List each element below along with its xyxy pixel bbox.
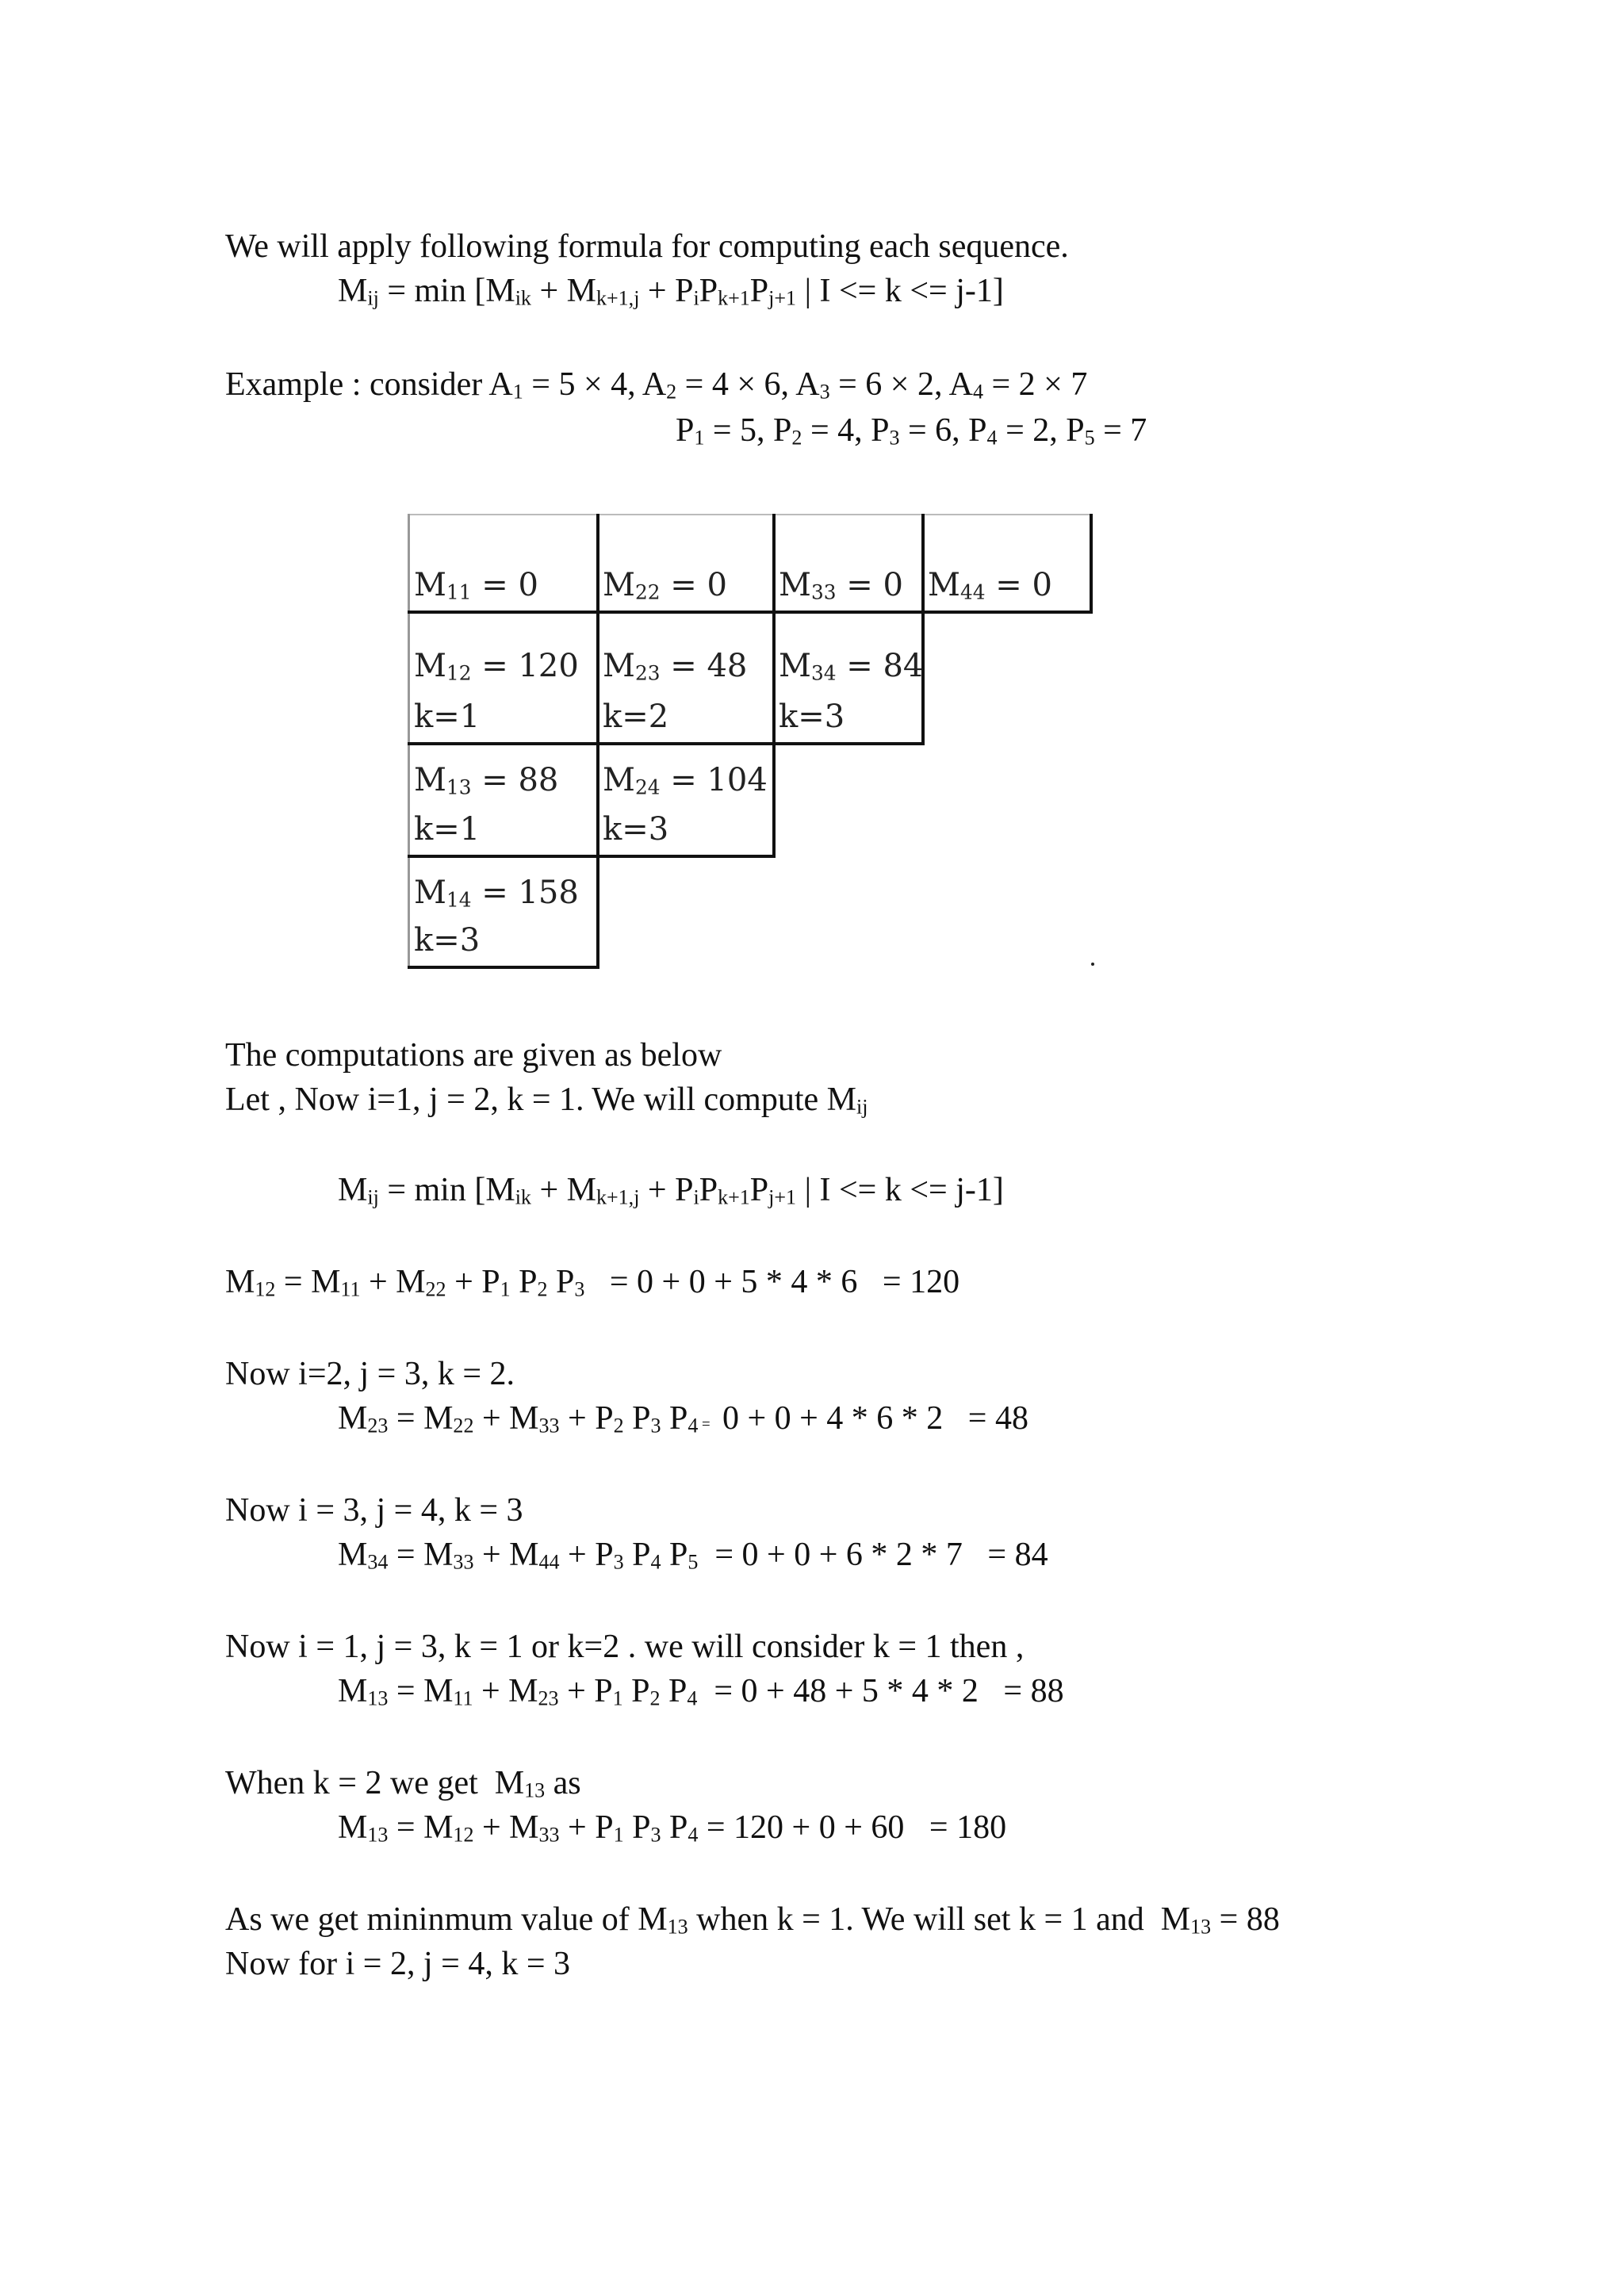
cell-m14-k: k=3 [414, 922, 481, 959]
cell-m12: $M_{12} = 120$ [414, 648, 579, 685]
cell-m23-k: k=2 [603, 699, 669, 735]
now-i2-text: Now i=2, j = 3, k = 2. [225, 1356, 515, 1392]
as-we-get-text: As we get mininmum value of $M_{13}$ when k = 1. We will set k = 1 and $M_{13} = 88$ [225, 1901, 1280, 1939]
table-left-border [408, 514, 410, 967]
table-hline-3 [408, 855, 776, 858]
table-vline-1 [596, 514, 599, 967]
table-hline-1 [408, 611, 1093, 614]
cell-m11: $M_{11} = 0$ [414, 567, 538, 604]
now-i1-j3-text: Now i = 1, j = 3, k = 1 or k=2 . we will consider k = 1 then , [225, 1629, 1025, 1665]
cell-m34-k: k=3 [779, 699, 845, 735]
m13-computation: $M_{13} = M_{11} + M_{23} + P_1$ $P_2$ $P_4 = 0 + 48 + 5 * 4 * 2 = 88$ [338, 1673, 1064, 1710]
cell-m22: $M_{22} = 0$ [603, 567, 727, 604]
m23-computation: $M_{23} = M_{22} + M_{33} + P_2$ $P_3$ $P_4 = 0 + 0 + 4 * 6 * 2 = 48$ [338, 1400, 1028, 1437]
intro-text: We will apply following formula for computing each sequence. [225, 228, 1069, 265]
m34-computation: $M_{34} = M_{33} + M_{44} + P_3$ $P_4$ $P_5 = 0 + 0 + 6 * 2 * 7 = 84$ [338, 1537, 1048, 1574]
now-for-text: Now for i = 2, j = 4, k = 3 [225, 1946, 571, 1982]
cell-m13: $M_{13} = 88$ [414, 762, 559, 799]
cell-m24: $M_{24} = 104$ [603, 762, 768, 799]
p-values-line: $P_1 = 5$, $P_2 = 4$, $P_3 = 6$, $P_4 = 2$, $P_5 = 7$ [676, 412, 1147, 450]
cell-m13-k: k=1 [414, 811, 481, 848]
when-k2-text: When k = 2 we get $M_{13}$ as [225, 1765, 581, 1802]
formula-line-repeat: $M_{ij} = \min [M_{ik} + M_{k+1,j} + P_iP_{k+1}P_{j+1}$ | I <= k <= j-1] [338, 1172, 1004, 1209]
cell-m14: $M_{14} = 158$ [414, 875, 579, 912]
cell-m34: $M_{34} = 84$ [779, 648, 924, 685]
computations-title: The computations are given as below [225, 1037, 722, 1074]
now-i3-text: Now i = 3, j = 4, k = 3 [225, 1492, 523, 1529]
table-vline-4 [1090, 514, 1093, 612]
cell-m44: $M_{44} = 0$ [928, 567, 1052, 604]
cell-m33: $M_{33} = 0$ [779, 567, 903, 604]
table-hline-2 [408, 742, 925, 745]
stray-dot [1091, 963, 1094, 966]
let-line: Let , Now i=1, j = 2, k = 1. We will compute $M_{ij}$ [225, 1081, 868, 1119]
table-hline-4 [408, 966, 599, 969]
formula-line: $M_{ij} = \min [M_{ik} + M_{k+1,j} + P_iP_{k+1}P_{j+1}$ | I <= k <= j-1] [338, 273, 1004, 310]
cell-m23: $M_{23} = 48$ [603, 648, 748, 685]
table-top-border [408, 514, 1091, 515]
table-vline-2 [772, 514, 776, 858]
table-vline-3 [921, 514, 925, 744]
cell-m24-k: k=3 [603, 811, 669, 848]
cell-m12-k: k=1 [414, 699, 481, 735]
m12-computation: $M_{12} = M_{11} + M_{22} + P_1$ $P_2$ $P_3 = 0 + 0 + 5 * 4 * 6 = 120$ [225, 1264, 960, 1301]
example-line: Example : consider $A_1 = 5 \times 4$, $A_2 = 4 \times 6$, $A_3 = 6 \times 2$, $A_4 = 2 \times 7$ [225, 366, 1088, 404]
m13-k2-computation: $M_{13} = M_{12} + M_{33} + P_1$ $P_3$ $P_4 = 120 + 0 + 60 = 180$ [338, 1809, 1007, 1847]
